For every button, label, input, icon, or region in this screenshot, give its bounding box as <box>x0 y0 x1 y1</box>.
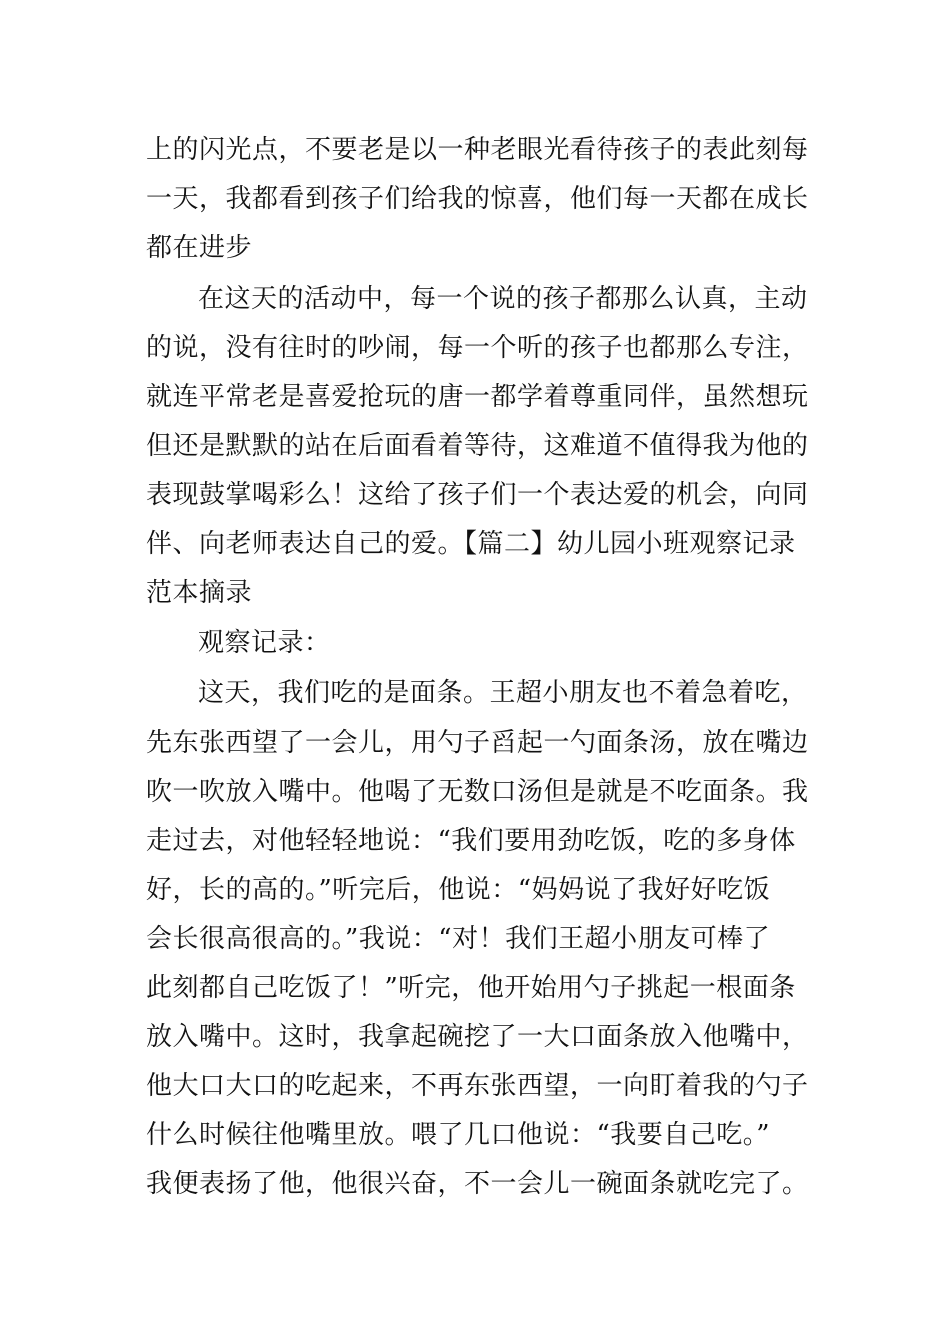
text-line: 放入嘴中。这时，我拿起碗挖了一大口面条放入他嘴中， <box>146 1022 809 1052</box>
text-line: 什么时候往他嘴里放。喂了几口他说：“我要自己吃。” <box>146 1120 771 1150</box>
text-line: 范本摘录 <box>146 578 253 608</box>
text-line: 先东张西望了一会儿，用勺子舀起一勺面条汤，放在嘴边 <box>146 728 809 758</box>
text-line: 表现鼓掌喝彩么！这给了孩子们一个表达爱的机会，向同 <box>146 480 809 510</box>
text-line: 此刻都自己吃饭了！”听完，他开始用勺子挑起一根面条 <box>146 973 796 1003</box>
text-line: 但还是默默的站在后面看着等待，这难道不值得我为他的 <box>146 431 809 461</box>
text-line: 他大口大口的吃起来，不再东张西望，一向盯着我的勺子 <box>146 1071 809 1101</box>
text-line: 会长很高很高的。”我说：“对！我们王超小朋友可棒了 <box>146 924 771 954</box>
text-line: 就连平常老是喜爱抢玩的唐一都学着尊重同伴，虽然想玩 <box>146 382 809 412</box>
text-line: 走过去，对他轻轻地说：“我们要用劲吃饭，吃的多身体 <box>146 826 796 856</box>
section-heading: 观察记录： <box>198 628 331 658</box>
text-line: 都在进步 <box>146 233 253 263</box>
text-line: 伴、向老师表达自己的爱。【篇二】幼儿园小班观察记录 <box>146 529 796 559</box>
text-line: 我便表扬了他，他很兴奋，不一会儿一碗面条就吃完了。 <box>146 1169 809 1199</box>
text-line: 吹一吹放入嘴中。他喝了无数口汤但是就是不吃面条。我 <box>146 777 809 807</box>
paragraph-start-line: 这天，我们吃的是面条。王超小朋友也不着急着吃， <box>198 678 808 708</box>
paragraph-start-line: 在这天的活动中，每一个说的孩子都那么认真，主动 <box>198 284 808 314</box>
text-line: 好，长的高的。”听完后，他说：“妈妈说了我好好吃饭 <box>146 875 771 905</box>
text-line: 一天，我都看到孩子们给我的惊喜，他们每一天都在成长 <box>146 184 809 214</box>
text-line: 的说，没有往时的吵闹，每一个听的孩子也都那么专注， <box>146 333 809 363</box>
text-line: 上的闪光点，不要老是以一种老眼光看待孩子的表此刻每 <box>146 135 809 165</box>
